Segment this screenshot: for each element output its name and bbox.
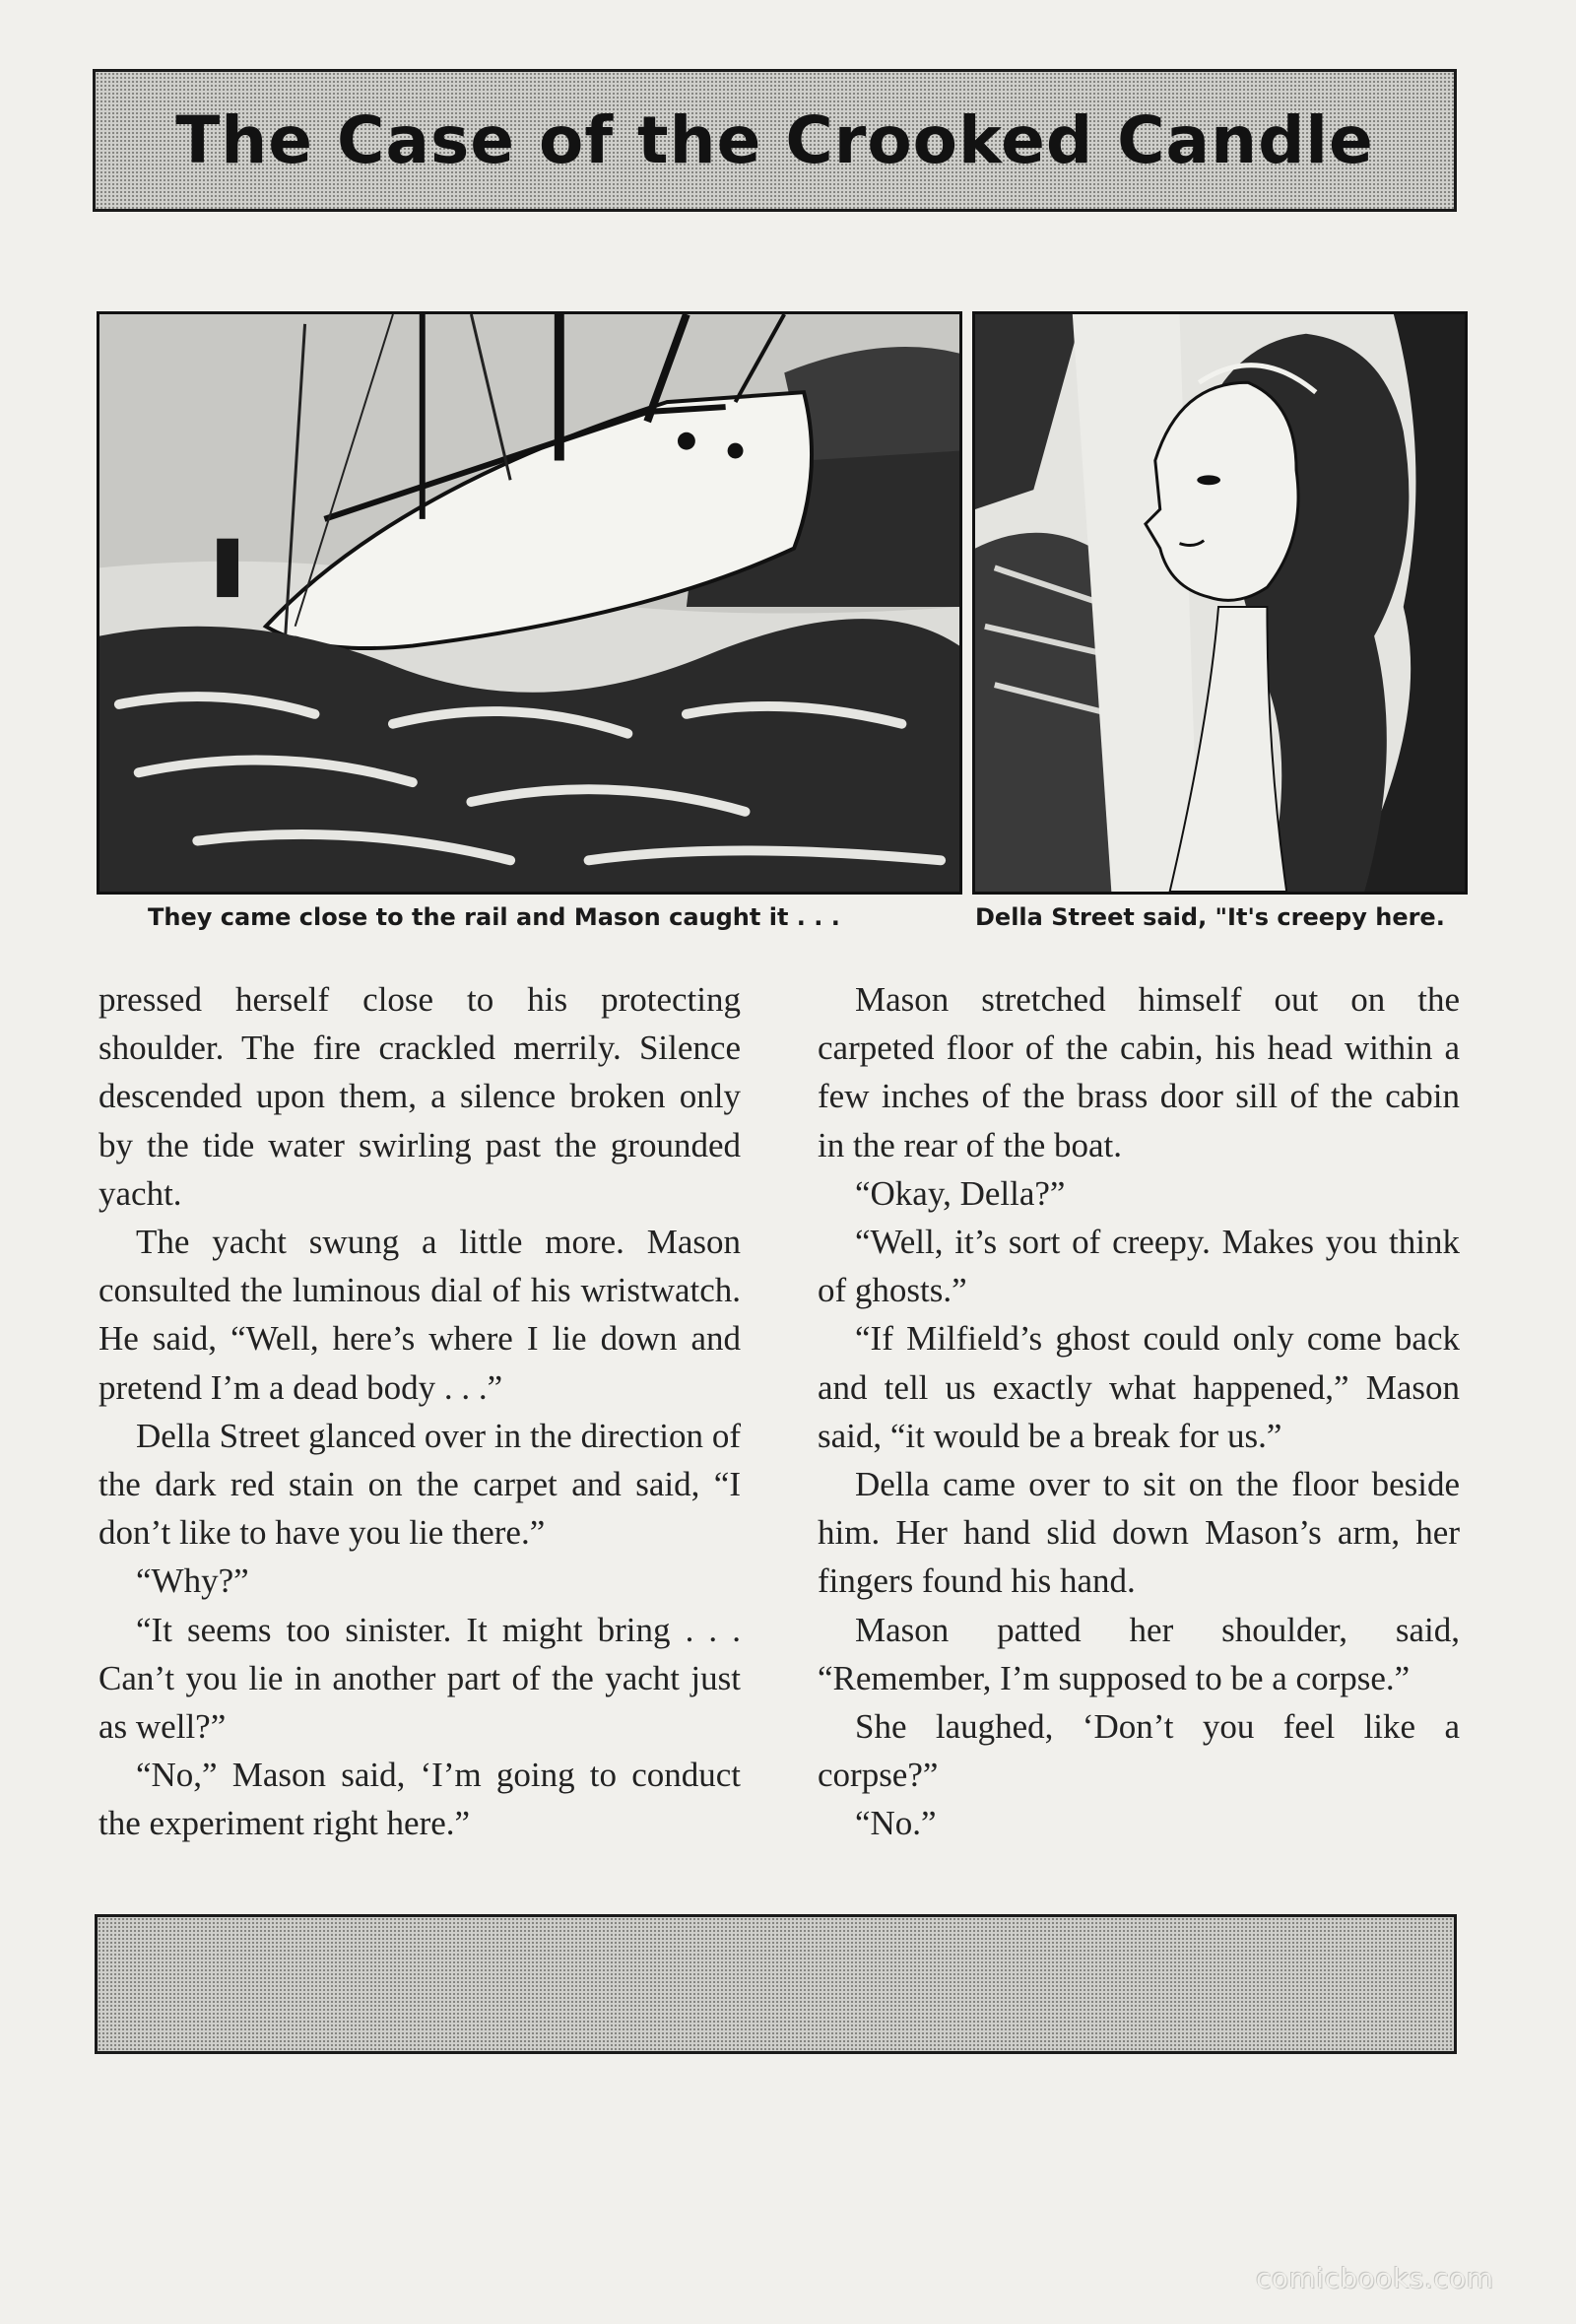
story-paragraph: “If Milfield’s ghost could only come back and tell us exactly what happened,” Mason said, “it would be a break for us.” [818,1319,1460,1455]
watermark: comicbooks.com [1256,2262,1494,2294]
story-paragraph: Della Street glanced over in the direction of the dark red stain on the carpet and said, “I don’t like to have you lie there.” [98,1416,741,1553]
story-paragraph: “Why?” [136,1561,249,1601]
bottom-halftone-band [95,1914,1457,2054]
caption-yacht: They came close to the rail and Mason caught it . . . [148,903,840,931]
story-paragraph: “It seems too sinister. It might bring . . . Can’t you lie in another part of the yacht just as well?” [98,1610,741,1747]
story-title: The Case of the Crooked Candle [175,102,1374,178]
title-banner [93,69,1457,212]
illustration-della [972,311,1468,895]
yacht-drawing [99,314,959,892]
story-paragraph: “Well, it’s sort of creepy. Makes you think of ghosts.” [818,1223,1460,1310]
caption-della: Della Street said, "It's creepy here. [975,903,1445,931]
story-paragraph: Mason patted her shoulder, said, “Remember, I’m supposed to be a corpse.” [818,1610,1460,1697]
story-paragraph: The yacht swung a little more. Mason consulted the luminous dial of his wristwatch. He said, “Well, here’s where I lie down and pretend I’m a dead body . . .” [98,1223,741,1407]
story-paragraph: “No,” Mason said, ‘I’m going to conduct the experiment right here.” [98,1756,741,1843]
story-paragraph: pressed herself close to his protecting shoulder. The fire crackled merrily. Silence descended upon them, a silence broken only by the tide water swirling past the grounded yacht. [98,980,741,1213]
story-column-left [98,975,741,1848]
illustration-yacht [97,311,962,895]
story-column-right [818,975,1460,1848]
story-paragraph: Mason stretched himself out on the carpeted floor of the cabin, his head within a few inches of the brass door sill of the cabin in the rear of the boat. [818,980,1460,1164]
story-paragraph: She laughed, ‘Don’t you feel like a corpse?” [818,1707,1460,1795]
story-paragraph: “Okay, Della?” [855,1173,1066,1213]
della-portrait [975,314,1465,892]
story-paragraph: Della came over to sit on the floor beside him. Her hand slid down Mason’s arm, her fingers found his hand. [818,1465,1460,1601]
story-paragraph: “No.” [855,1804,937,1843]
